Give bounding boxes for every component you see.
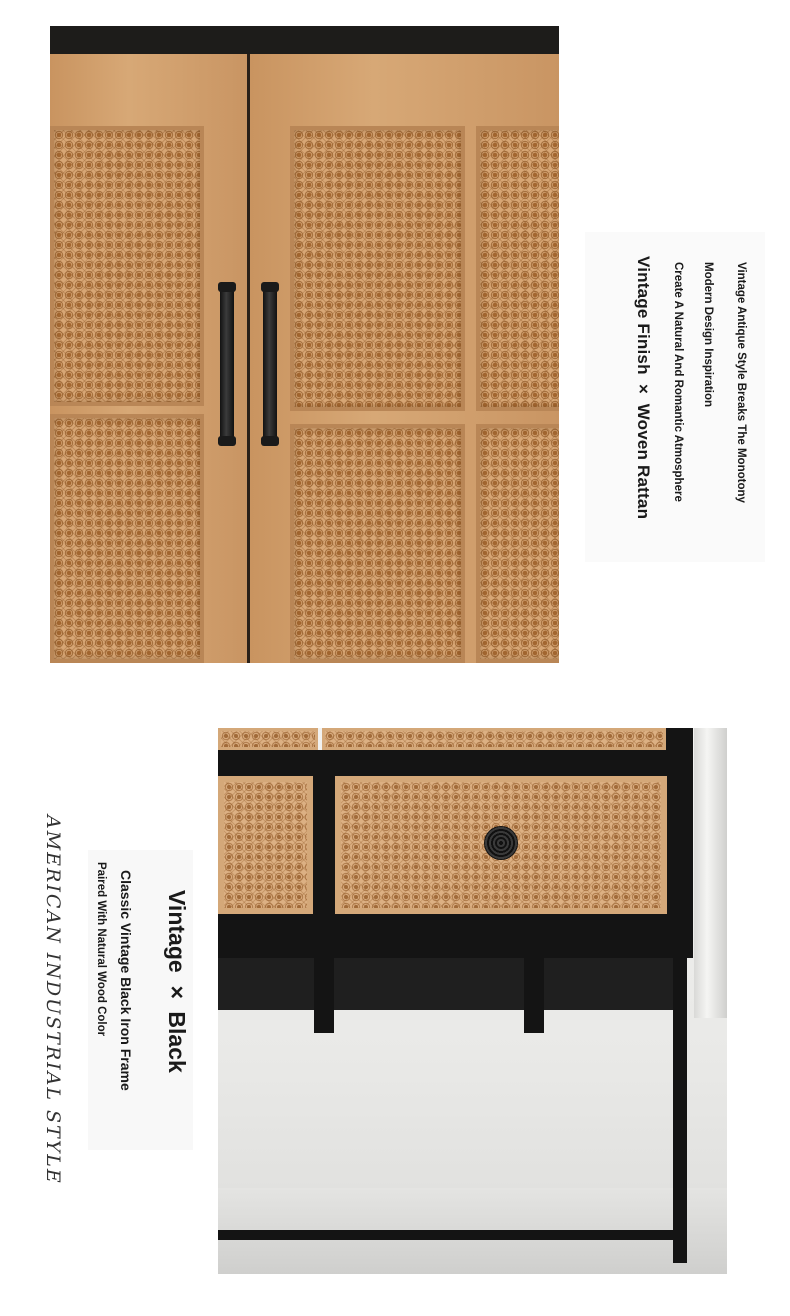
main-drawer: [335, 776, 667, 914]
cabinet-door-photo: [50, 26, 559, 663]
section1-line-1: Vintage Antique Style Breaks The Monotony: [735, 262, 747, 503]
frame-leg: [673, 943, 687, 1263]
section1-line-3: Create A Natural And Romantic Atmosphere: [672, 262, 684, 502]
script-tagline: AMERICAN INDUSTRIAL STYLE: [42, 815, 64, 1185]
drawer-frame-photo: [218, 728, 727, 1274]
section2-line-1: Classic Vintage Black Iron Frame: [118, 870, 134, 1091]
frame-base-rail: [218, 914, 693, 958]
section1-heading: Vintage Finish × Woven Rattan: [634, 256, 653, 520]
rattan-panel: [290, 126, 465, 411]
rattan-panel: [476, 126, 559, 411]
drawer-knob: [484, 826, 518, 860]
cabinet-top-frame: [50, 26, 559, 54]
shelf-bracket: [524, 958, 544, 1033]
door-handle-right: [263, 284, 277, 444]
left-drawer: [218, 776, 313, 914]
section2-line-2: Paired With Natural Wood Color: [95, 862, 107, 1037]
left-door: [50, 54, 247, 663]
frame-divider: [313, 772, 335, 917]
rattan-panel: [50, 126, 204, 406]
upper-door-edge: [218, 728, 318, 750]
door-handle-left: [220, 284, 234, 444]
shelf-bracket: [314, 958, 334, 1033]
right-door: [250, 54, 559, 663]
section1-line-2: Modern Design Inspiration: [702, 262, 714, 408]
section2-heading: Vintage × Black: [164, 890, 190, 1073]
wall-trim: [694, 728, 727, 1018]
rattan-panel: [476, 424, 559, 663]
rattan-panel: [50, 414, 204, 663]
upper-door-edge: [322, 728, 666, 750]
frame-stretcher: [218, 1230, 687, 1240]
bottom-shelf: [218, 958, 678, 1010]
frame-rail: [218, 750, 693, 776]
rattan-panel: [290, 424, 465, 663]
